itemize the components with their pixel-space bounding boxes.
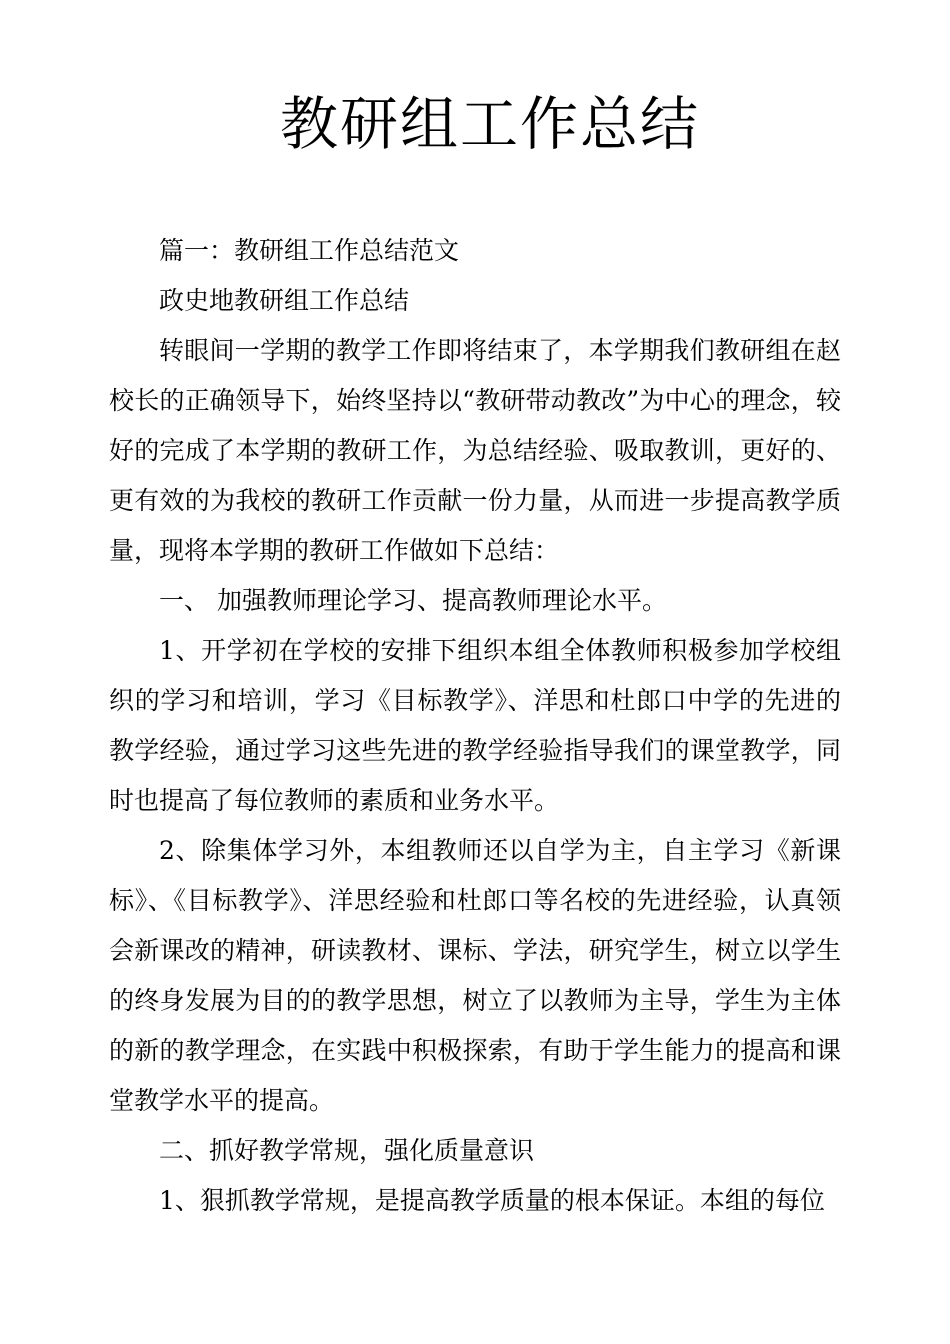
section-heading-two: 二、抓好教学常规，强化质量意识	[159, 1136, 535, 1165]
document-title: 教研组工作总结	[279, 90, 700, 158]
subtitle-paragraph: 政史地教研组工作总结	[159, 286, 410, 315]
intro-paragraph: 转眼间一学期的教学工作即将结束了，本学期我们教研组在赵校长的正确领导下，始终坚持以“教研带动教改”为中心的理念，较好的完成了本学期的教研工作，为总结经验、吸取教训，更好的、更有效的为我校的教研工作贡献一份力量，从而进一步提高教学质量，现将本学期的教研工作做如下总结：	[109, 336, 841, 565]
body-paragraph: 1、狠抓教学常规，是提高教学质量的根本保证。本组的每位	[159, 1186, 825, 1215]
body-paragraph: 2、除集体学习外，本组教师还以自学为主，自主学习《新课标》、《目标教学》、洋思经验和杜郎口等名校的先进经验，认真领会新课改的精神，研读教材、课标、学法，研究学生，树立以学生的终身发展为目的的教学思想，树立了以教师为主导，学生为主体的新的教学理念，在实践中积极探索，有助于学生能力的提高和课堂教学水平的提高。	[109, 836, 841, 1115]
section-heading-one: 一、 加强教师理论学习、提高教师理论水平。	[159, 586, 667, 615]
body-paragraph: 1、开学初在学校的安排下组织本组全体教师积极参加学校组织的学习和培训，学习《目标教学》、洋思和杜郎口中学的先进的教学经验，通过学习这些先进的教学经验指导我们的课堂教学，同时也提高了每位教师的素质和业务水平。	[109, 636, 841, 815]
section-heading-part-one: 篇一：教研组工作总结范文	[159, 236, 460, 265]
document-body	[109, 226, 841, 1226]
